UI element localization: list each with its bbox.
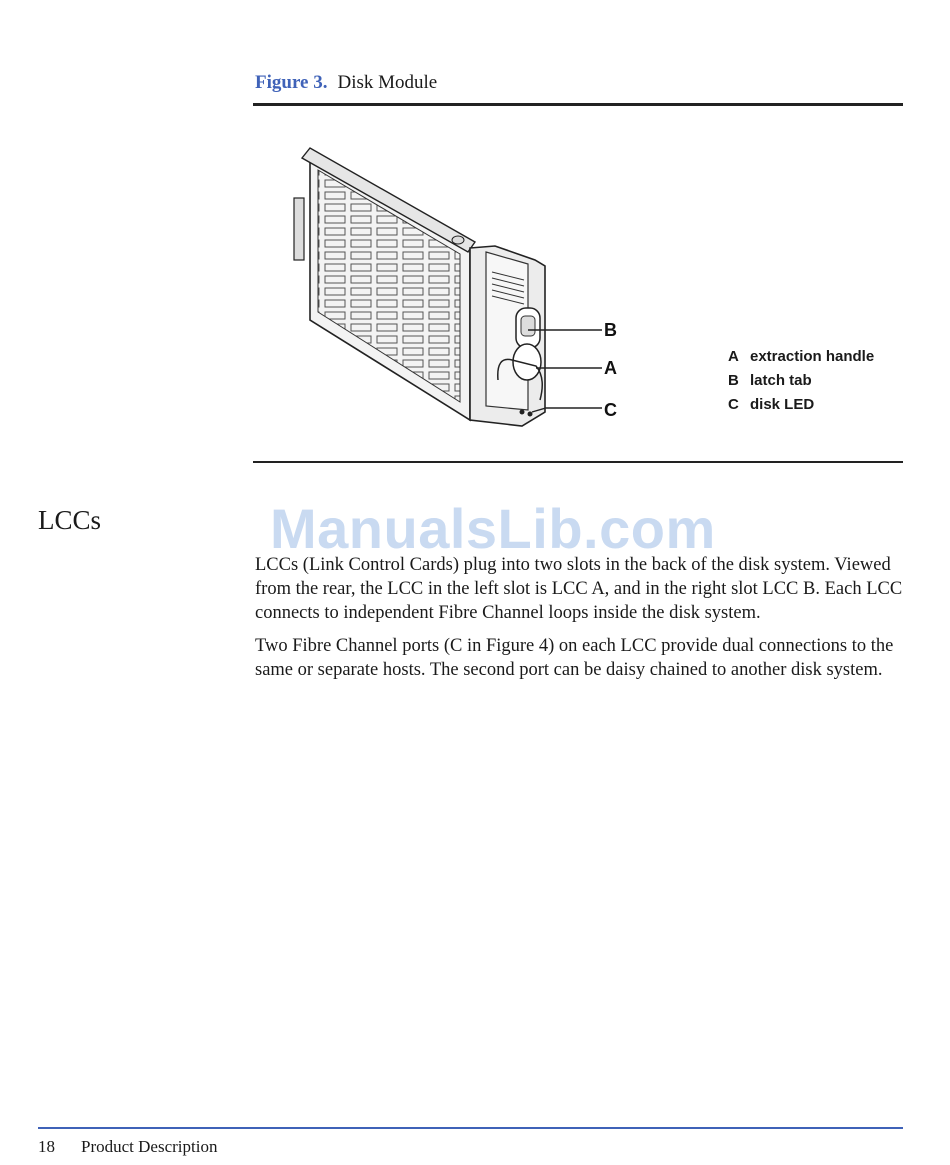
figure-number: Figure 3.	[255, 72, 328, 93]
figure-top-rule	[253, 103, 903, 106]
legend-item	[728, 345, 874, 369]
page-number: 18	[38, 1137, 55, 1156]
disk-module-illustration	[270, 130, 640, 440]
legend-text: disk LED	[750, 396, 815, 413]
legend-text: extraction handle	[750, 348, 875, 365]
legend-letter: C	[728, 396, 739, 413]
legend-text: latch tab	[750, 372, 812, 389]
page-footer	[38, 1137, 217, 1157]
paragraph: Two Fibre Channel ports (C in Figure 4) on each LCC provide dual connections to the same or separate hosts. The second port can be daisy chained to another disk system.	[255, 636, 894, 680]
callout-a: A	[604, 358, 617, 378]
section-heading: LCCs	[38, 505, 102, 535]
figure-legend	[728, 345, 874, 417]
legend-item	[728, 393, 874, 417]
paragraph: LCCs (Link Control Cards) plug into two slots in the back of the disk system. Viewed from the rear, the LCC in the left slot is LCC A, and in the right slot LCC B. Each LCC connects to independent Fibre Channel loops inside the disk system.	[255, 555, 903, 623]
watermark: ManualsLib.com	[270, 497, 716, 560]
section-body	[255, 553, 905, 691]
figure-caption	[255, 72, 437, 94]
legend-letter: B	[728, 372, 739, 389]
callout-b: B	[604, 320, 617, 340]
legend-item	[728, 369, 874, 393]
legend-letter: A	[728, 348, 739, 365]
footer-section-title: Product Description	[81, 1137, 218, 1156]
figure-title: Disk Module	[337, 72, 438, 93]
callout-c: C	[604, 400, 617, 420]
footer-rule	[38, 1127, 903, 1129]
figure-bottom-rule	[253, 461, 903, 463]
